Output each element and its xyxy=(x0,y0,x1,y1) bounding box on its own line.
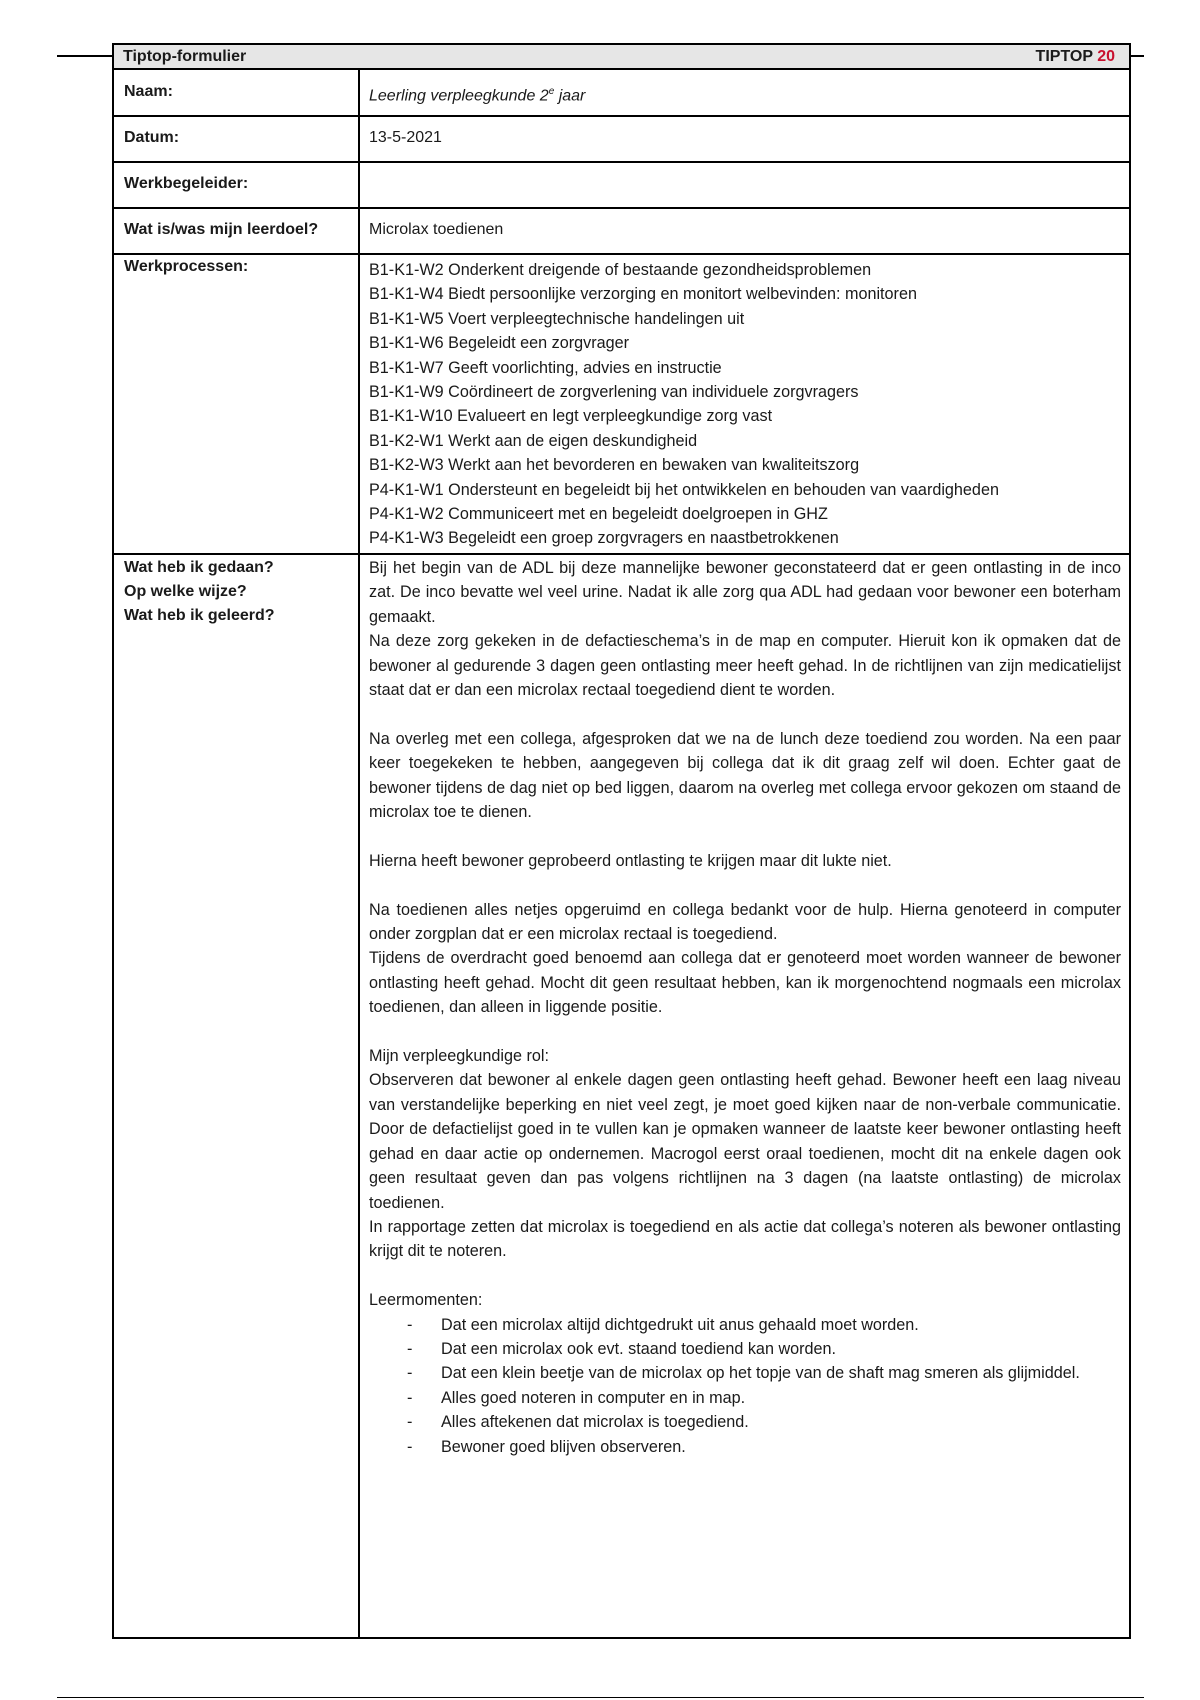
werkproces-item: B1-K1-W10 Evalueert en legt verpleegkundige zorg vast xyxy=(369,407,773,426)
leermoment-item: - Dat een microlax ook evt. staand toediend kan worden. xyxy=(441,1337,1121,1361)
naam-value: Leerling verpleegkunde 2e jaar xyxy=(369,86,586,105)
werkproces-item: B1-K1-W2 Onderkent dreigende of bestaande gezondheidsproblemen xyxy=(369,261,872,279)
werkprocessen-label: Werkprocessen: xyxy=(124,258,249,275)
reflectie-text xyxy=(369,556,1121,1459)
tiptop-form xyxy=(112,43,1131,1639)
row-divider xyxy=(114,253,1129,255)
brand-logo xyxy=(1036,48,1115,66)
row-divider xyxy=(114,161,1129,163)
werkproces-item: P4-K1-W2 Communiceert met en begeleidt doelgroepen in GHZ xyxy=(369,505,828,524)
reflectie-label: Wat heb ik geleerd? xyxy=(124,607,275,624)
leermoment-item: - Dat een klein beetje van de microlax op het topje van de shaft mag smeren als glijmiddel. xyxy=(441,1361,1121,1385)
leermomenten-heading: Leermomenten: xyxy=(369,1291,483,1310)
werkproces-item: B1-K1-W4 Biedt persoonlijke verzorging en monitort welbevinden: monitoren xyxy=(369,285,917,304)
leermoment-item: - Alles aftekenen dat microlax is toegediend. xyxy=(441,1410,1121,1434)
reflectie-labels xyxy=(124,556,275,628)
row-divider xyxy=(114,115,1129,117)
werkbegeleider-label: Werkbegeleider: xyxy=(124,175,249,192)
werkprocessen-list xyxy=(369,258,999,551)
werkproces-item: B1-K2-W3 Werkt aan het bevorderen en bewaken van kwaliteitszorg xyxy=(369,456,860,475)
form-title: Tiptop-formulier xyxy=(123,48,247,65)
datum-label: Datum: xyxy=(124,129,180,146)
werkproces-item: B1-K1-W9 Coördineert de zorgverlening van individuele zorgvragers xyxy=(369,383,859,402)
werkproces-item: B1-K2-W1 Werkt aan de eigen deskundigheid xyxy=(369,431,698,450)
reflectie-paragraph: Tijdens de overdracht goed benoemd aan collega dat er genoteerd moet worden wanneer de bewoner ontlasting heeft gehad. Mocht dit geen resultaat hebben, kan ik morgenochtend nogmaals een microlax toedienen, dan alleen in liggende positie. xyxy=(369,949,1121,1017)
werkproces-item: B1-K1-W7 Geeft voorlichting, advies en instructie xyxy=(369,358,722,377)
reflectie-paragraph: Na toedienen alles netjes opgeruimd en collega bedankt voor de hulp. Hierna genoteerd in computer onder zorgplan dat er een microlax rectaal is toegediend. xyxy=(369,900,1121,944)
datum-value: 13-5-2021 xyxy=(369,129,442,146)
row-divider xyxy=(114,553,1129,555)
rol-heading: Mijn verpleegkundige rol: xyxy=(369,1047,549,1066)
reflectie-paragraph: Bij het begin van de ADL bij deze mannelijke bewoner geconstateerd dat er geen ontlasting in de inco zat. De inco bevatte wel veel urine. Nadat ik alle zorg qua ADL had gedaan voor bewoner een boterham gemaakt. xyxy=(369,559,1121,626)
leermomenten-list xyxy=(369,1313,1121,1459)
reflectie-paragraph: Hierna heeft bewoner geprobeerd ontlasting te krijgen maar dit lukte niet. xyxy=(369,851,892,870)
werkproces-item: B1-K1-W5 Voert verpleegtechnische handelingen uit xyxy=(369,309,745,328)
top-rule-right xyxy=(1130,55,1144,57)
naam-label: Naam: xyxy=(124,83,173,100)
form-header xyxy=(114,45,1129,70)
reflectie-label: Wat heb ik gedaan? xyxy=(124,559,274,576)
brand-text: TIPTOP xyxy=(1035,48,1093,65)
werkproces-item: P4-K1-W3 Begeleidt een groep zorgvragers en naastbetrokkenen xyxy=(369,529,839,548)
leerdoel-label: Wat is/was mijn leerdoel? xyxy=(124,221,319,238)
reflectie-paragraph: In rapportage zetten dat microlax is toegediend en als actie dat collega’s noteren als bewoner ontlasting krijgt dit te noteren. xyxy=(369,1217,1121,1261)
top-rule-left xyxy=(57,55,113,57)
leermoment-item: - Bewoner goed blijven observeren. xyxy=(441,1435,1121,1459)
brand-number: 20 xyxy=(1097,48,1115,65)
leermoment-item: - Dat een microlax altijd dichtgedrukt uit anus gehaald moet worden. xyxy=(441,1313,1121,1337)
footer-rule xyxy=(57,1697,1144,1698)
werkproces-item: P4-K1-W1 Ondersteunt en begeleidt bij het ontwikkelen en behouden van vaardigheden xyxy=(369,480,999,499)
leermoment-item: - Alles goed noteren in computer en in map. xyxy=(441,1386,1121,1410)
reflectie-paragraph: Observeren dat bewoner al enkele dagen geen ontlasting heeft gehad. Bewoner heeft een laag niveau van verstandelijke beperking en niet veel zegt, je moet goed kijken naar de non-verbale communicatie. Door de defactielijst goed in te vullen kan je opmaken wanneer de laatste keer bewoner ontlasting heeft gehad en daar actie op ondernemen. Macrogol eerst oraal toedienen, mocht dit na enkele dagen ook geen resultaat geven dan pas volgens richtlijnen na 3 dagen (na laatste ontlasting) de microlax toedienen. xyxy=(369,1071,1121,1212)
reflectie-paragraph: Na overleg met een collega, afgesproken dat we na de lunch deze toediend zou worden. Na een paar keer toegekeken te hebben, aangegeven bij collega dat ik dit graag zelf wil doen. Echter gaat de bewoner tijdens de dag niet op bed liggen, daarom na overleg met collega ervoor gekozen om staand de microlax toe te dienen. xyxy=(369,729,1121,822)
row-divider xyxy=(114,207,1129,209)
leerdoel-value: Microlax toedienen xyxy=(369,221,504,238)
werkproces-item: B1-K1-W6 Begeleidt een zorgvrager xyxy=(369,334,630,353)
reflectie-paragraph: Na deze zorg gekeken in de defactieschema’s in de map en computer. Hieruit kon ik opmaken dat de bewoner al gedurende 3 dagen geen ontlasting meer heeft gehad. In de richtlijnen van zijn medicatielijst staat dat er dan een microlax rectaal toegediend dient te worden. xyxy=(369,632,1121,700)
column-divider xyxy=(358,70,360,1639)
reflectie-label: Op welke wijze? xyxy=(124,583,247,600)
